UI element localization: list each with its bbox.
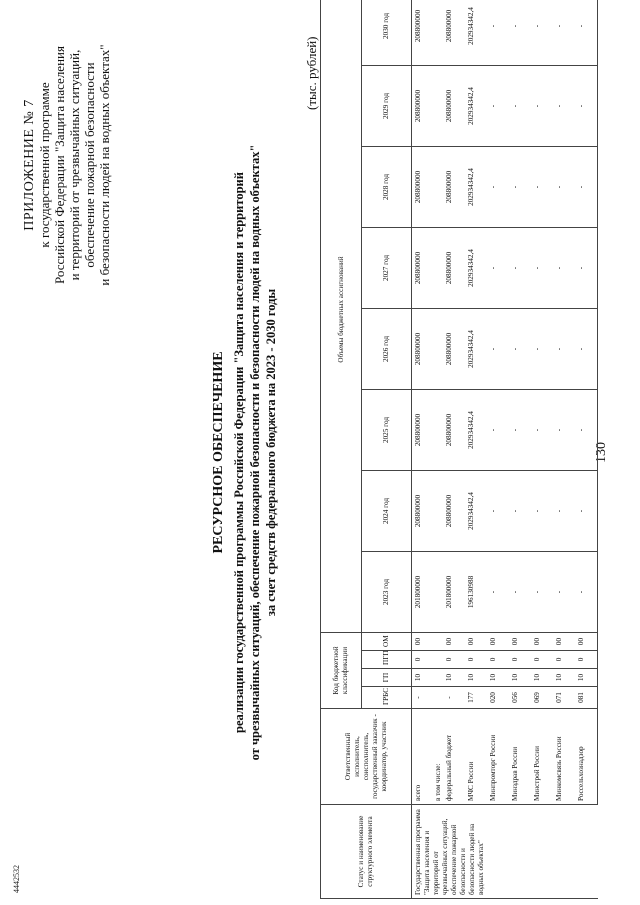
cell-pgp: 0 — [575, 651, 598, 669]
table-row — [553, 0, 575, 899]
cell-value: 208800000 — [443, 390, 465, 471]
cell-value: - — [553, 228, 575, 309]
cell-value: - — [531, 66, 553, 147]
cell-value: - — [553, 552, 575, 633]
annex-line: обеспечение пожарной безопасности — [82, 62, 97, 268]
cell-value — [434, 66, 443, 147]
cell-value: - — [531, 228, 553, 309]
cell-value: - — [487, 309, 509, 390]
cell-value: - — [487, 147, 509, 228]
cell-value — [434, 0, 443, 66]
cell-value: - — [509, 228, 531, 309]
cell-grbs: 177 — [465, 687, 487, 709]
cell-value: 202934342,4 — [465, 309, 487, 390]
cell-om — [434, 633, 443, 651]
header-year: 2029 год — [362, 66, 412, 147]
cell-value: - — [531, 0, 553, 66]
cell-value — [434, 147, 443, 228]
title-line: от чрезвычайных ситуаций, обеспечение пожарной безопасности и безопасности людей на водных объектах" — [248, 144, 262, 761]
cell-om: 00 — [487, 633, 509, 651]
cell-value: - — [487, 66, 509, 147]
row-executor: Россельхознадзор — [575, 709, 598, 805]
cell-value: - — [509, 309, 531, 390]
resource-table — [320, 0, 598, 899]
cell-value: - — [531, 309, 553, 390]
row-executor: федеральный бюджет — [443, 709, 465, 805]
cell-value — [434, 228, 443, 309]
table-row — [443, 0, 465, 899]
header-year: 2025 год — [362, 390, 412, 471]
table-row — [412, 0, 435, 899]
cell-pgp: 0 — [509, 651, 531, 669]
cell-value: - — [487, 228, 509, 309]
units-label: (тыс. рублей) — [304, 36, 319, 110]
cell-value — [434, 390, 443, 471]
cell-value: - — [575, 147, 598, 228]
cell-value: 208800000 — [443, 309, 465, 390]
cell-value: - — [509, 66, 531, 147]
cell-pgp: 0 — [487, 651, 509, 669]
cell-om: 00 — [531, 633, 553, 651]
header-code-group: Код бюджетной классификации — [321, 633, 362, 709]
table-row — [487, 0, 509, 899]
header-year: 2027 год — [362, 228, 412, 309]
row-executor: Минстрой России — [531, 709, 553, 805]
cell-grbs: - — [412, 687, 435, 709]
cell-value: 208800000 — [412, 147, 435, 228]
cell-value: - — [509, 552, 531, 633]
table-row — [509, 0, 531, 899]
header-om: ОМ — [362, 633, 412, 651]
cell-value: 202934342,4 — [465, 0, 487, 66]
cell-value: 201800000 — [412, 552, 435, 633]
cell-value: - — [575, 390, 598, 471]
cell-value: - — [531, 390, 553, 471]
annex-line: и территорий от чрезвычайных ситуаций, — [67, 49, 82, 281]
cell-value: - — [575, 309, 598, 390]
cell-value: 208800000 — [412, 0, 435, 66]
cell-value: 208800000 — [412, 228, 435, 309]
cell-value: 202934342,4 — [465, 471, 487, 552]
cell-value: 202934342,4 — [465, 390, 487, 471]
cell-value — [434, 471, 443, 552]
title-line: реализации государственной программы Российской Федерации "Защита населения и территорий — [232, 172, 246, 733]
table-row — [434, 0, 443, 899]
cell-value: - — [531, 552, 553, 633]
cell-gp: 10 — [412, 669, 435, 687]
cell-gp: 10 — [575, 669, 598, 687]
cell-grbs: 081 — [575, 687, 598, 709]
cell-grbs: 069 — [531, 687, 553, 709]
cell-value: - — [553, 147, 575, 228]
row-executor: Минздрав России — [509, 709, 531, 805]
row-executor: МЧС России — [465, 709, 487, 805]
cell-gp — [434, 669, 443, 687]
cell-value: - — [509, 390, 531, 471]
cell-grbs: - — [443, 687, 465, 709]
program-name: Государственная программа "Защита населения и территорий от чрезвычайных ситуаций, обеспечение пожарной безопасности и безопасности людей на водных объектах" — [412, 805, 598, 899]
header-grbs: ГРБС — [362, 687, 412, 709]
cell-gp: 10 — [553, 669, 575, 687]
cell-value: 208800000 — [412, 390, 435, 471]
cell-om: 00 — [575, 633, 598, 651]
cell-value: - — [487, 471, 509, 552]
cell-gp: 10 — [509, 669, 531, 687]
cell-value: 208800000 — [443, 228, 465, 309]
cell-value: - — [509, 471, 531, 552]
row-executor: Минкомсвязь России — [553, 709, 575, 805]
cell-grbs: 056 — [509, 687, 531, 709]
cell-value: 196130988 — [465, 552, 487, 633]
cell-gp: 10 — [487, 669, 509, 687]
annex-line: и безопасности людей на водных объектах" — [97, 44, 112, 286]
cell-value: - — [575, 66, 598, 147]
cell-gp: 10 — [443, 669, 465, 687]
cell-om: 00 — [443, 633, 465, 651]
cell-value: - — [553, 66, 575, 147]
title-main: РЕСУРСНОЕ ОБЕСПЕЧЕНИЕ — [211, 351, 226, 554]
cell-om: 00 — [412, 633, 435, 651]
header-gp: ГП — [362, 669, 412, 687]
cell-om: 00 — [465, 633, 487, 651]
cell-value: - — [487, 0, 509, 66]
header-status: Статус и наименование структурного элемента — [321, 805, 412, 899]
cell-gp: 10 — [465, 669, 487, 687]
cell-value: 208800000 — [412, 309, 435, 390]
title-line: за счет средств федерального бюджета на 2023 - 2030 годы — [264, 288, 278, 617]
cell-value — [434, 309, 443, 390]
table-row — [465, 0, 487, 899]
header-pgp: ПГП — [362, 651, 412, 669]
cell-value: - — [531, 471, 553, 552]
header-volume-group: Объемы бюджетных ассигнований — [321, 0, 362, 633]
cell-value: - — [575, 0, 598, 66]
cell-value: - — [509, 147, 531, 228]
cell-value: - — [575, 228, 598, 309]
cell-value: 202934342,4 — [465, 147, 487, 228]
cell-value: 202934342,4 — [465, 228, 487, 309]
cell-value: - — [487, 390, 509, 471]
cell-grbs — [434, 687, 443, 709]
table-row — [575, 0, 598, 899]
annex-heading: ПРИЛОЖЕНИЕ № 7 — [22, 99, 37, 231]
cell-value: 208800000 — [443, 471, 465, 552]
cell-value: 201800000 — [443, 552, 465, 633]
cell-value: - — [553, 0, 575, 66]
annex-block — [22, 15, 112, 315]
annex-line: к государственной программе — [37, 82, 52, 248]
cell-pgp — [434, 651, 443, 669]
cell-value: 208800000 — [443, 66, 465, 147]
cell-value: 208800000 — [443, 0, 465, 66]
cell-value: - — [575, 471, 598, 552]
header-year: 2028 год — [362, 147, 412, 228]
row-executor: в том числе: — [434, 709, 443, 805]
cell-pgp: 0 — [412, 651, 435, 669]
cell-om: 00 — [509, 633, 531, 651]
cell-om: 00 — [553, 633, 575, 651]
cell-pgp: 0 — [465, 651, 487, 669]
cell-grbs: 020 — [487, 687, 509, 709]
cell-value — [434, 552, 443, 633]
document-code: 4442532 — [12, 865, 21, 893]
cell-gp: 10 — [531, 669, 553, 687]
cell-value: - — [487, 552, 509, 633]
cell-value: 208800000 — [412, 66, 435, 147]
cell-value: - — [553, 309, 575, 390]
cell-grbs: 071 — [553, 687, 575, 709]
cell-value: 202934342,4 — [465, 66, 487, 147]
header-year: 2026 год — [362, 309, 412, 390]
page-number: 130 — [594, 442, 609, 463]
header-executor: Ответственный исполнитель, соисполнитель, государственный заказчик - координатор, участник — [321, 709, 412, 805]
cell-value: - — [509, 0, 531, 66]
cell-pgp: 0 — [553, 651, 575, 669]
cell-value: - — [575, 552, 598, 633]
cell-value: - — [553, 390, 575, 471]
cell-pgp: 0 — [443, 651, 465, 669]
cell-pgp: 0 — [531, 651, 553, 669]
header-year: 2030 год — [362, 0, 412, 66]
cell-value: 208800000 — [443, 147, 465, 228]
document-title — [210, 0, 279, 905]
row-executor: всего — [412, 709, 435, 805]
cell-value: - — [531, 147, 553, 228]
header-year: 2024 год — [362, 471, 412, 552]
row-executor: Минпромторг России — [487, 709, 509, 805]
annex-line: Российской Федерации "Защита населения — [52, 46, 67, 284]
cell-value: 208800000 — [412, 471, 435, 552]
cell-value: - — [553, 471, 575, 552]
table-row — [531, 0, 553, 899]
header-year: 2023 год — [362, 552, 412, 633]
